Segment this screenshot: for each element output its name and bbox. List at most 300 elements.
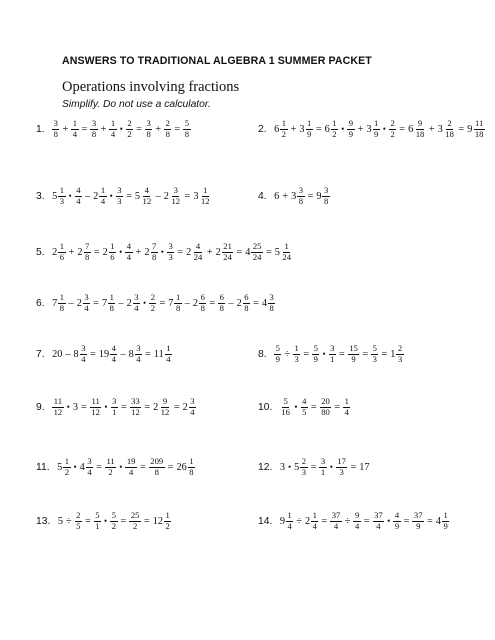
- fraction: [320, 397, 332, 417]
- operator: •: [109, 191, 113, 201]
- numerator: 1: [312, 509, 317, 520]
- denominator: 8: [53, 129, 58, 139]
- operator: +: [357, 123, 364, 135]
- problem-13: [36, 508, 172, 534]
- fraction: [105, 457, 116, 477]
- operator: =: [334, 401, 341, 413]
- fraction: [274, 344, 281, 364]
- operator: =: [303, 348, 310, 360]
- operator: =: [145, 348, 151, 360]
- fraction: [90, 119, 97, 139]
- fraction: [151, 242, 158, 262]
- fraction: [286, 511, 293, 531]
- whole-number: 4: [435, 515, 441, 527]
- numerator: 1: [443, 509, 448, 520]
- fraction: [109, 119, 116, 139]
- fraction: [84, 242, 91, 262]
- numerator: 1: [175, 291, 181, 302]
- numerator: 3: [136, 342, 141, 353]
- fraction: [297, 186, 304, 206]
- fraction: [108, 293, 115, 313]
- problem-8: [258, 341, 404, 367]
- fraction: [347, 119, 354, 139]
- numerator: 6: [219, 291, 224, 302]
- operator: =: [90, 348, 96, 360]
- denominator: 4: [111, 354, 116, 364]
- numerator: 4: [126, 240, 132, 251]
- denominator: 24: [282, 252, 291, 262]
- numerator: 1: [59, 184, 65, 195]
- operator: –: [155, 190, 161, 202]
- operator: =: [96, 461, 102, 473]
- numerator: 1: [110, 240, 115, 251]
- operator: =: [159, 297, 166, 309]
- numerator: 1: [189, 455, 194, 466]
- whole-number: 2: [93, 190, 99, 202]
- denominator: 3: [168, 252, 173, 262]
- whole-number: 19: [98, 348, 110, 360]
- whole-number: 3: [279, 461, 285, 473]
- operator: •: [119, 462, 123, 472]
- denominator: 24: [193, 252, 203, 262]
- numerator: 19: [126, 455, 136, 466]
- whole-number: 3: [437, 123, 443, 135]
- numerator: 2: [150, 291, 155, 302]
- operator: =: [177, 246, 184, 258]
- numerator: 3: [91, 117, 97, 128]
- denominator: 1: [320, 467, 326, 477]
- denominator: 12: [171, 196, 181, 206]
- fraction: [125, 242, 132, 262]
- whole-number: 5: [274, 246, 280, 258]
- fraction: [306, 119, 313, 139]
- denominator: 9: [374, 129, 379, 139]
- numerator: 17: [337, 455, 346, 466]
- fraction: [414, 119, 426, 139]
- operator: +: [290, 123, 297, 135]
- whole-number: 2: [126, 297, 132, 309]
- denominator: 80: [321, 407, 330, 417]
- whole-number: 5: [52, 190, 58, 202]
- denominator: 9: [416, 521, 421, 531]
- numerator: 1: [165, 509, 170, 520]
- problem-expression: [279, 397, 351, 417]
- whole-number: 4: [261, 297, 268, 309]
- numerator: 1: [344, 395, 349, 406]
- problem-number: 2.: [258, 123, 267, 135]
- denominator: 3: [294, 354, 299, 364]
- problem-expression: [274, 186, 331, 206]
- problem-number: 3.: [36, 190, 45, 202]
- numerator: 1: [374, 117, 379, 128]
- problem-5: [36, 239, 293, 265]
- fraction: [86, 457, 93, 477]
- operator: =: [173, 401, 180, 413]
- denominator: 8: [200, 303, 205, 313]
- operator: +: [68, 246, 75, 258]
- operator: =: [120, 515, 127, 527]
- fraction: [189, 397, 196, 417]
- numerator: 4: [195, 240, 201, 251]
- whole-number: 6: [408, 123, 414, 135]
- fraction: [301, 397, 308, 417]
- fraction: [348, 344, 360, 364]
- denominator: 12: [142, 196, 152, 206]
- whole-number: 9: [316, 190, 322, 202]
- operator: •: [322, 349, 326, 359]
- whole-number: 9: [467, 123, 473, 135]
- whole-number: 2: [236, 297, 242, 309]
- denominator: 6: [110, 252, 115, 262]
- operator: •: [104, 402, 108, 412]
- fraction: [99, 186, 106, 206]
- operator: =: [338, 348, 345, 360]
- problem-number: 14.: [258, 515, 273, 527]
- fraction: [167, 242, 174, 262]
- fraction: [126, 119, 133, 139]
- fraction: [293, 344, 300, 364]
- denominator: 1: [95, 521, 100, 531]
- whole-number: 7: [52, 297, 58, 309]
- numerator: 3: [190, 395, 195, 406]
- numerator: 1: [59, 240, 65, 251]
- whole-number: 7: [101, 297, 108, 309]
- operator: =: [236, 246, 243, 258]
- whole-number: 2: [102, 246, 108, 258]
- denominator: 2: [111, 521, 116, 531]
- operator: •: [287, 462, 292, 472]
- problem-number: 7.: [36, 348, 45, 360]
- problem-expression: [52, 119, 191, 139]
- denominator: 9: [307, 129, 312, 139]
- operator: ÷: [65, 515, 72, 527]
- operator: –: [118, 297, 124, 309]
- operator: –: [65, 348, 71, 360]
- fraction: [331, 119, 338, 139]
- numerator: 1: [64, 455, 70, 466]
- operator: =: [265, 246, 272, 258]
- denominator: 4: [344, 407, 349, 417]
- denominator: 3: [397, 354, 403, 364]
- fraction: [371, 344, 378, 364]
- numerator: 1: [332, 117, 337, 128]
- numerator: 3: [87, 455, 92, 466]
- problem-1: [36, 116, 191, 142]
- denominator: 3: [59, 196, 65, 206]
- whole-number: 5: [134, 190, 141, 202]
- operator: •: [329, 462, 333, 472]
- numerator: 3: [81, 342, 86, 353]
- denominator: 8: [91, 129, 97, 139]
- numerator: 3: [134, 291, 139, 302]
- operator: =: [81, 123, 88, 135]
- operator: =: [381, 348, 388, 360]
- denominator: 4: [72, 129, 77, 139]
- problem-expression: [279, 457, 370, 477]
- denominator: 8: [219, 303, 224, 313]
- denominator: 4: [354, 521, 360, 531]
- problem-11: [36, 454, 196, 480]
- denominator: 4: [166, 354, 171, 364]
- problem-expression: [57, 511, 171, 531]
- section-title: Operations involving fractions: [62, 79, 240, 95]
- denominator: 2: [127, 129, 132, 139]
- numerator: 21: [223, 240, 232, 251]
- numerator: 7: [152, 240, 157, 251]
- denominator: 4: [87, 467, 92, 477]
- whole-number: 2: [77, 246, 83, 258]
- operator: –: [85, 190, 91, 202]
- denominator: 12: [160, 407, 170, 417]
- problem-expression: [274, 344, 405, 364]
- fraction: [330, 511, 342, 531]
- numerator: 1: [281, 117, 287, 128]
- whole-number: 9: [279, 515, 285, 527]
- operator: +: [282, 190, 289, 202]
- fraction: [373, 511, 385, 531]
- problem-number: 12.: [258, 461, 273, 473]
- fraction: [149, 457, 165, 477]
- denominator: 16: [281, 407, 290, 417]
- fraction: [90, 397, 102, 417]
- whole-number: 3: [366, 123, 372, 135]
- fraction: [300, 457, 307, 477]
- operator: •: [119, 124, 123, 134]
- denominator: 9: [443, 521, 448, 531]
- denominator: 3: [117, 196, 122, 206]
- numerator: 4: [302, 395, 307, 406]
- numerator: 37: [413, 509, 423, 520]
- problem-expression: [274, 119, 486, 139]
- numerator: 3: [323, 184, 329, 195]
- fraction: [412, 511, 424, 531]
- operator: ÷: [296, 515, 302, 527]
- fraction: [199, 293, 206, 313]
- operator: =: [139, 461, 146, 473]
- problem-6: [36, 290, 276, 316]
- fraction: [83, 293, 90, 313]
- operator: •: [104, 516, 108, 526]
- whole-number: 6: [324, 123, 330, 135]
- numerator: 9: [348, 117, 354, 128]
- denominator: 4: [376, 521, 381, 531]
- numerator: 5: [275, 342, 280, 353]
- denominator: 3: [339, 467, 344, 477]
- operator: =: [167, 461, 174, 473]
- fraction: [94, 511, 101, 531]
- operator: +: [428, 123, 435, 135]
- whole-number: 1: [390, 348, 396, 360]
- whole-number: 2: [186, 246, 192, 258]
- denominator: 8: [189, 467, 194, 477]
- whole-number: 2: [192, 297, 199, 309]
- denominator: 12: [91, 407, 100, 417]
- operator: –: [68, 297, 74, 309]
- fraction: [125, 457, 137, 477]
- denominator: 9: [394, 521, 400, 531]
- numerator: 2: [165, 117, 170, 128]
- denominator: 8: [175, 303, 181, 313]
- operator: •: [294, 402, 298, 412]
- denominator: 8: [244, 303, 249, 313]
- fraction: [444, 119, 456, 139]
- denominator: 8: [59, 303, 65, 313]
- fraction: [280, 119, 287, 139]
- numerator: 2: [447, 117, 452, 128]
- fraction: [141, 186, 153, 206]
- fraction: [164, 119, 171, 139]
- denominator: 4: [312, 521, 317, 531]
- operator: =: [84, 515, 91, 527]
- denominator: 18: [415, 129, 425, 139]
- operator: =: [458, 123, 465, 135]
- numerator: 3: [298, 184, 304, 195]
- problem-number: 11.: [36, 461, 50, 473]
- numerator: 20: [321, 395, 330, 406]
- problem-number: 1.: [36, 123, 45, 135]
- numerator: 1: [110, 117, 116, 128]
- operator: •: [119, 247, 123, 257]
- numerator: 3: [168, 240, 173, 251]
- numerator: 3: [330, 342, 335, 353]
- whole-number: 3: [299, 123, 305, 135]
- fraction: [322, 186, 329, 206]
- operator: =: [315, 123, 322, 135]
- whole-number: 17: [359, 461, 370, 473]
- denominator: 4: [287, 521, 292, 531]
- operator: •: [68, 191, 72, 201]
- problem-number: 9.: [36, 401, 45, 413]
- whole-number: 2: [182, 401, 188, 413]
- denominator: 5: [76, 521, 81, 531]
- problem-4: [258, 183, 330, 209]
- denominator: 5: [302, 407, 307, 417]
- operator: –: [120, 348, 126, 360]
- operator: +: [155, 123, 162, 135]
- operator: =: [310, 401, 317, 413]
- numerator: 11: [106, 455, 115, 466]
- operator: =: [350, 461, 357, 473]
- fraction: [393, 511, 400, 531]
- whole-number: 6: [274, 123, 280, 135]
- denominator: 9: [313, 354, 318, 364]
- numerator: 5: [184, 117, 189, 128]
- numerator: 9: [162, 395, 168, 406]
- denominator: 9: [275, 354, 280, 364]
- whole-number: 8: [73, 348, 79, 360]
- fraction: [149, 293, 156, 313]
- fraction: [145, 119, 152, 139]
- denominator: 4: [100, 196, 106, 206]
- problem-expression: [52, 242, 293, 262]
- operator: =: [363, 515, 370, 527]
- problem-3: [36, 183, 212, 209]
- numerator: 1: [294, 342, 299, 353]
- operator: =: [209, 297, 216, 309]
- instructions: Simplify. Do not use a calculator.: [62, 99, 211, 110]
- problem-number: 8.: [258, 348, 267, 360]
- fraction: [373, 119, 380, 139]
- fraction: [130, 397, 142, 417]
- denominator: 4: [136, 354, 141, 364]
- operator: =: [136, 123, 142, 135]
- fraction: [164, 511, 171, 531]
- numerator: 3: [112, 395, 117, 406]
- operator: –: [184, 297, 190, 309]
- denominator: 24: [223, 252, 232, 262]
- operator: +: [135, 246, 142, 258]
- operator: •: [160, 247, 164, 257]
- denominator: 2: [64, 467, 70, 477]
- fraction: [58, 186, 65, 206]
- denominator: 6: [59, 252, 65, 262]
- operator: ÷: [344, 515, 351, 527]
- whole-number: 2: [163, 190, 169, 202]
- problem-7: [36, 341, 173, 367]
- page-header: ANSWERS TO TRADITIONAL ALGEBRA 1 SUMMER PACKET: [62, 55, 372, 67]
- fraction: [111, 397, 118, 417]
- whole-number: 2: [215, 246, 221, 258]
- whole-number: 2: [76, 297, 82, 309]
- fraction: [116, 186, 123, 206]
- numerator: 11: [53, 395, 63, 406]
- fraction: [329, 344, 336, 364]
- problem-expression: [52, 344, 173, 364]
- whole-number: 3: [193, 190, 199, 202]
- denominator: 8: [269, 303, 274, 313]
- fraction: [183, 119, 190, 139]
- numerator: 3: [173, 184, 178, 195]
- problem-expression: [279, 511, 449, 531]
- fraction: [442, 511, 449, 531]
- denominator: 4: [134, 303, 139, 313]
- operator: =: [174, 123, 181, 135]
- fraction: [312, 344, 319, 364]
- numerator: 11: [475, 117, 484, 128]
- numerator: 6: [244, 291, 249, 302]
- whole-number: 2: [144, 246, 150, 258]
- problem-number: 6.: [36, 297, 45, 309]
- denominator: 4: [333, 521, 339, 531]
- numerator: 209: [150, 455, 164, 466]
- numerator: 3: [117, 184, 122, 195]
- numerator: 5: [111, 509, 116, 520]
- whole-number: 20: [52, 348, 63, 360]
- fraction: [251, 242, 263, 262]
- operator: =: [362, 348, 369, 360]
- operator: •: [387, 516, 391, 526]
- operator: •: [341, 124, 345, 134]
- fraction: [319, 457, 326, 477]
- whole-number: 5: [294, 461, 300, 473]
- fraction: [389, 119, 396, 139]
- numerator: 2: [390, 117, 395, 128]
- numerator: 11: [91, 395, 100, 406]
- fraction: [129, 511, 141, 531]
- problem-expression: [52, 397, 197, 417]
- denominator: 8: [152, 252, 157, 262]
- numerator: 3: [53, 117, 58, 128]
- problem-9: [36, 394, 197, 420]
- fraction: [188, 457, 195, 477]
- numerator: 9: [417, 117, 423, 128]
- denominator: 3: [301, 467, 307, 477]
- numerator: 1: [166, 342, 171, 353]
- denominator: 9: [351, 354, 356, 364]
- whole-number: 7: [168, 297, 174, 309]
- numerator: 1: [284, 240, 289, 251]
- fraction: [75, 511, 82, 531]
